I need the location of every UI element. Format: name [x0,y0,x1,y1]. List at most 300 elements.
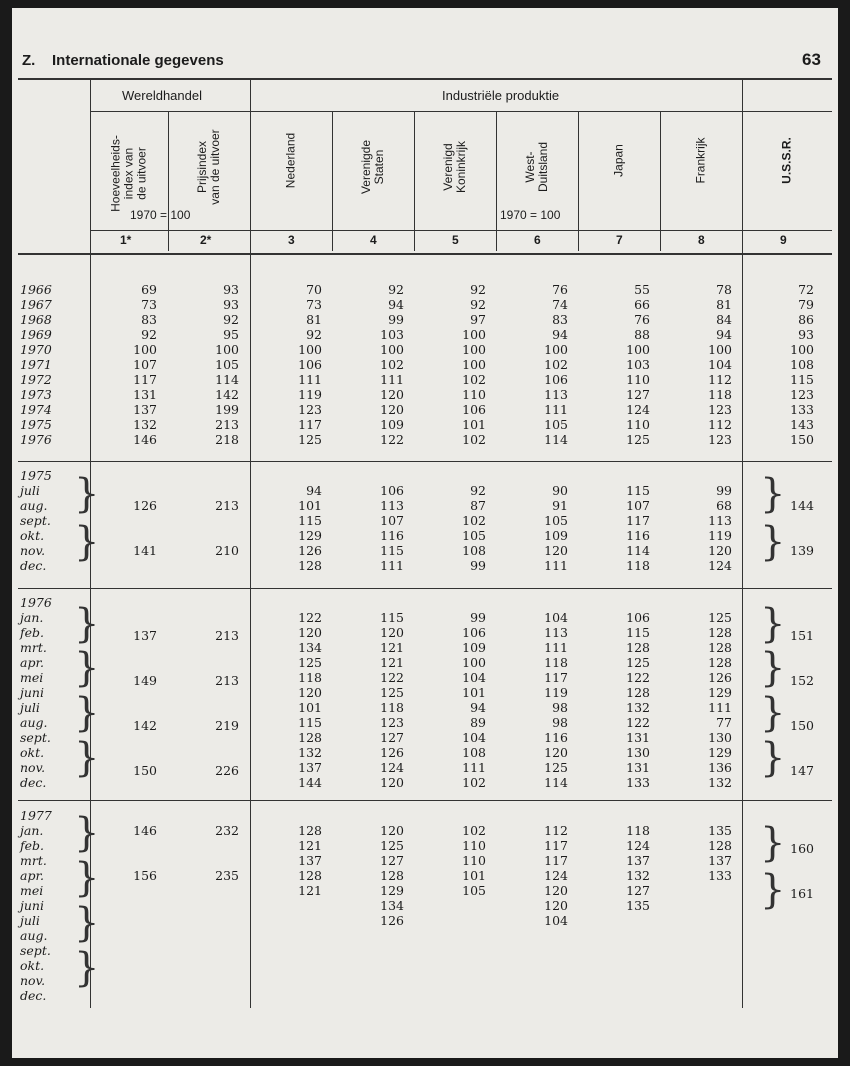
month-label: juli [20,483,40,498]
table-cell: 122 [626,670,650,685]
month-label: juni [20,898,44,913]
table-cell: 117 [133,372,157,387]
table-cell: 121 [298,838,322,853]
table-cell: 119 [708,528,732,543]
table-cell: 110 [626,372,650,387]
table-cell: 106 [298,357,322,372]
table-cell: 100 [380,342,404,357]
table-cell: 120 [544,883,568,898]
table-cell: 113 [708,513,732,528]
table-cell: 126 [380,745,404,760]
table-cell: 69 [141,282,157,297]
table-cell: 120 [544,543,568,558]
table-cell: 132 [626,868,650,883]
table-cell: 95 [223,327,239,342]
col-header-8: Frankrijk [693,137,708,184]
table-cell: 94 [388,297,404,312]
table-cell: 110 [462,838,486,853]
bracket: } [760,645,786,691]
table-cell: 137 [298,760,322,775]
table-cell: 114 [544,775,568,790]
table-cell: 116 [380,528,404,543]
table-cell: 92 [306,327,322,342]
table-cell: 120 [380,823,404,838]
table-cell: 111 [380,372,404,387]
table-cell: 129 [298,528,322,543]
table-cell: 137 [133,402,157,417]
section-rule [18,588,832,589]
col-header-7: Japan [611,144,626,177]
table-cell: 121 [298,883,322,898]
table-cell: 137 [708,853,732,868]
month-label: nov. [20,973,46,988]
page-title: Internationale gegevens [52,52,224,69]
table-cell: 98 [552,700,568,715]
table-cell: 128 [626,685,650,700]
table-cell: 101 [462,868,486,883]
table-cell: 94 [716,327,732,342]
month-label: juni [20,685,44,700]
table-cell: 115 [298,513,322,528]
table-cell: 114 [544,432,568,447]
table-cell: 113 [544,625,568,640]
table-cell: 111 [380,558,404,573]
table-cell: 125 [626,655,650,670]
month-label: apr. [20,655,45,670]
table-cell: 81 [306,312,322,327]
section-rule [18,800,832,801]
col-number-6: 6 [534,233,541,247]
bracket: } [74,810,100,856]
table-cell: 213 [215,417,239,432]
group-split-rule [250,78,251,1008]
table-cell: 128 [708,838,732,853]
col-rule [414,111,415,251]
year-label: 1967 [20,297,52,312]
table-cell: 210 [215,543,239,558]
table-cell: 127 [626,387,650,402]
month-label: okt. [20,958,45,973]
table-cell: 101 [462,685,486,700]
table-cell: 131 [626,760,650,775]
table-cell: 77 [716,715,732,730]
table-cell: 115 [380,543,404,558]
month-label: jan. [20,610,44,625]
table-cell: 146 [133,432,157,447]
table-cell: 105 [462,528,486,543]
bracket: } [74,471,100,517]
table-cell: 100 [298,342,322,357]
table-cell: 107 [133,357,157,372]
month-label: okt. [20,745,45,760]
bracket: } [74,519,100,565]
col-number-2: 2* [200,233,212,247]
table-cell: 86 [798,312,814,327]
table-cell: 128 [708,655,732,670]
table-cell: 128 [298,558,322,573]
table-cell: 113 [544,387,568,402]
year-label: 1976 [20,432,52,447]
table-cell: 109 [462,640,486,655]
table-cell: 123 [298,402,322,417]
table-cell: 130 [626,745,650,760]
table-cell: 132 [298,745,322,760]
table-cell: 144 [790,498,814,513]
table-cell: 235 [215,868,239,883]
bracket: } [74,690,100,736]
table-cell: 123 [708,432,732,447]
table-cell: 219 [215,718,239,733]
table-cell: 102 [544,357,568,372]
table-cell: 106 [626,610,650,625]
table-cell: 101 [462,417,486,432]
table-cell: 125 [708,610,732,625]
table-cell: 147 [790,763,814,778]
month-label: aug. [20,715,48,730]
month-label: sept. [20,730,51,745]
month-label: 1977 [20,808,52,823]
table-cell: 127 [626,883,650,898]
year-label: 1970 [20,342,52,357]
table-cell: 106 [462,402,486,417]
col-number-5: 5 [452,233,459,247]
table-cell: 120 [298,625,322,640]
table-cell: 120 [380,625,404,640]
col-number-1: 1* [120,233,132,247]
table-cell: 128 [626,640,650,655]
table-cell: 100 [462,342,486,357]
table-cell: 100 [133,342,157,357]
table-cell: 134 [380,898,404,913]
col-number-4: 4 [370,233,377,247]
month-label: dec. [20,775,47,790]
table-cell: 102 [462,775,486,790]
table-cell: 72 [798,282,814,297]
table-cell: 111 [708,700,732,715]
table-cell: 142 [215,387,239,402]
year-label: 1975 [20,417,52,432]
table-cell: 78 [716,282,732,297]
table-cell: 79 [798,297,814,312]
table-cell: 139 [790,543,814,558]
table-cell: 105 [544,417,568,432]
table-cell: 103 [380,327,404,342]
table-cell: 142 [133,718,157,733]
table-cell: 112 [708,417,732,432]
month-label: okt. [20,528,45,543]
year-label: 1968 [20,312,52,327]
bracket: } [760,735,786,781]
table-cell: 213 [215,628,239,643]
table-cell: 111 [544,558,568,573]
table-cell: 132 [133,417,157,432]
table-cell: 108 [790,357,814,372]
table-cell: 120 [380,402,404,417]
table-cell: 129 [380,883,404,898]
table-cell: 149 [133,673,157,688]
month-label: 1976 [20,595,52,610]
table-cell: 118 [708,387,732,402]
month-label: aug. [20,928,48,943]
table-cell: 99 [388,312,404,327]
page [12,8,838,1058]
table-cell: 111 [544,640,568,655]
table-cell: 118 [298,670,322,685]
table-cell: 98 [552,715,568,730]
table-cell: 120 [544,745,568,760]
table-cell: 113 [380,498,404,513]
table-cell: 94 [470,700,486,715]
table-cell: 129 [708,745,732,760]
table-cell: 102 [462,513,486,528]
table-cell: 133 [626,775,650,790]
month-label: jan. [20,823,44,838]
table-cell: 104 [462,730,486,745]
table-cell: 100 [626,342,650,357]
bracket: } [760,867,786,913]
bracket: } [74,855,100,901]
month-label: nov. [20,543,46,558]
table-cell: 100 [790,342,814,357]
table-cell: 102 [462,432,486,447]
month-label: aug. [20,498,48,513]
table-cell: 115 [626,483,650,498]
table-cell: 66 [634,297,650,312]
base-year-wereldhandel: 1970 = 100 [130,208,191,222]
table-cell: 127 [380,853,404,868]
col-number-3: 3 [288,233,295,247]
month-label: sept. [20,943,51,958]
table-cell: 117 [544,838,568,853]
month-label: juli [20,700,40,715]
table-cell: 87 [470,498,486,513]
table-cell: 120 [544,898,568,913]
table-cell: 133 [790,402,814,417]
table-cell: 124 [626,402,650,417]
table-cell: 104 [544,610,568,625]
table-cell: 199 [215,402,239,417]
table-cell: 99 [470,558,486,573]
table-cell: 100 [462,327,486,342]
table-cell: 150 [790,718,814,733]
col-number-7: 7 [616,233,623,247]
col-rule [660,111,661,251]
table-cell: 122 [380,432,404,447]
table-cell: 55 [634,282,650,297]
table-cell: 232 [215,823,239,838]
table-cell: 108 [462,745,486,760]
table-cell: 100 [215,342,239,357]
bracket: } [74,735,100,781]
table-cell: 137 [626,853,650,868]
bracket: } [760,519,786,565]
table-cell: 92 [470,483,486,498]
bracket: } [74,645,100,691]
col-number-8: 8 [698,233,705,247]
section-letter: Z. [22,52,36,69]
table-cell: 116 [626,528,650,543]
col-rule [168,111,169,251]
table-cell: 101 [298,498,322,513]
table-cell: 124 [626,838,650,853]
base-year-industrie: 1970 = 100 [500,208,561,222]
table-cell: 123 [790,387,814,402]
bracket: } [760,601,786,647]
table-cell: 160 [790,841,814,856]
table-cell: 74 [552,297,568,312]
table-cell: 112 [708,372,732,387]
table-cell: 121 [380,640,404,655]
table-cell: 106 [544,372,568,387]
table-cell: 84 [716,312,732,327]
table-cell: 104 [462,670,486,685]
year-label: 1974 [20,402,52,417]
table-cell: 109 [544,528,568,543]
table-cell: 92 [470,282,486,297]
table-cell: 122 [626,715,650,730]
bracket: } [74,601,100,647]
col-header-3: Nederland [283,132,298,189]
table-cell: 125 [626,432,650,447]
table-cell: 125 [298,655,322,670]
table-cell: 152 [790,673,814,688]
month-label: mei [20,883,44,898]
table-cell: 100 [462,655,486,670]
table-cell: 118 [626,823,650,838]
table-cell: 108 [462,543,486,558]
table-cell: 81 [716,297,732,312]
table-cell: 213 [215,498,239,513]
col-header-4: Verenigde Staten [359,139,386,195]
table-cell: 109 [380,417,404,432]
month-label: apr. [20,868,45,883]
table-cell: 128 [380,868,404,883]
table-cell: 92 [470,297,486,312]
table-cell: 120 [708,543,732,558]
month-label: dec. [20,988,47,1003]
top-rule [18,78,832,80]
table-cell: 94 [552,327,568,342]
table-cell: 120 [380,387,404,402]
table-cell: 110 [462,853,486,868]
table-cell: 124 [708,558,732,573]
table-cell: 135 [626,898,650,913]
table-cell: 117 [298,417,322,432]
table-cell: 83 [552,312,568,327]
table-cell: 105 [462,883,486,898]
table-cell: 93 [798,327,814,342]
table-cell: 115 [298,715,322,730]
col-rule [578,111,579,251]
table-cell: 123 [380,715,404,730]
table-cell: 126 [380,913,404,928]
table-cell: 105 [544,513,568,528]
table-cell: 133 [708,868,732,883]
year-label: 1969 [20,327,52,342]
table-cell: 115 [790,372,814,387]
table-cell: 102 [462,372,486,387]
table-cell: 127 [380,730,404,745]
col-rule [332,111,333,251]
table-cell: 126 [298,543,322,558]
col-header-6: West- Duitsland [523,141,550,193]
table-cell: 137 [133,628,157,643]
table-cell: 213 [215,673,239,688]
table-cell: 100 [708,342,732,357]
month-label: mrt. [20,640,47,655]
table-cell: 132 [626,700,650,715]
table-cell: 114 [215,372,239,387]
table-cell: 144 [298,775,322,790]
bracket: } [74,900,100,946]
table-cell: 100 [544,342,568,357]
month-label: mrt. [20,853,47,868]
table-cell: 218 [215,432,239,447]
table-cell: 116 [544,730,568,745]
table-cell: 129 [708,685,732,700]
table-cell: 128 [708,625,732,640]
col-header-2: Prijsindex van de uitvoer [195,129,222,205]
group-heading-wereldhandel: Wereldhandel [122,88,202,103]
table-cell: 70 [306,282,322,297]
table-cell: 91 [552,498,568,513]
table-cell: 131 [626,730,650,745]
table-cell: 132 [708,775,732,790]
table-cell: 104 [544,913,568,928]
table-cell: 124 [544,868,568,883]
table-cell: 125 [380,685,404,700]
table-cell: 94 [306,483,322,498]
col-header-9: U.S.S.R. [779,137,794,184]
table-cell: 121 [380,655,404,670]
table-cell: 130 [708,730,732,745]
table-cell: 90 [552,483,568,498]
table-cell: 107 [626,498,650,513]
table-cell: 117 [626,513,650,528]
month-label: feb. [20,625,44,640]
table-cell: 93 [223,282,239,297]
number-rule-top [90,230,832,231]
table-cell: 73 [141,297,157,312]
table-cell: 226 [215,763,239,778]
table-cell: 102 [380,357,404,372]
table-cell: 125 [544,760,568,775]
table-cell: 115 [380,610,404,625]
table-cell: 92 [141,327,157,342]
table-cell: 99 [470,610,486,625]
table-cell: 146 [133,823,157,838]
col-header-1: Hoeveelheids- index van de uitvoer [108,135,149,212]
table-cell: 105 [215,357,239,372]
page-number: 63 [802,50,821,69]
table-cell: 120 [380,775,404,790]
table-cell: 141 [133,543,157,558]
year-label: 1971 [20,357,52,372]
bracket: } [74,945,100,991]
table-cell: 136 [708,760,732,775]
bracket: } [760,690,786,736]
month-label: feb. [20,838,44,853]
table-cell: 117 [544,670,568,685]
table-cell: 102 [462,823,486,838]
table-cell: 93 [223,297,239,312]
table-cell: 124 [380,760,404,775]
table-cell: 118 [544,655,568,670]
table-cell: 100 [462,357,486,372]
section-rule [18,461,832,462]
table-cell: 114 [626,543,650,558]
year-label: 1966 [20,282,52,297]
